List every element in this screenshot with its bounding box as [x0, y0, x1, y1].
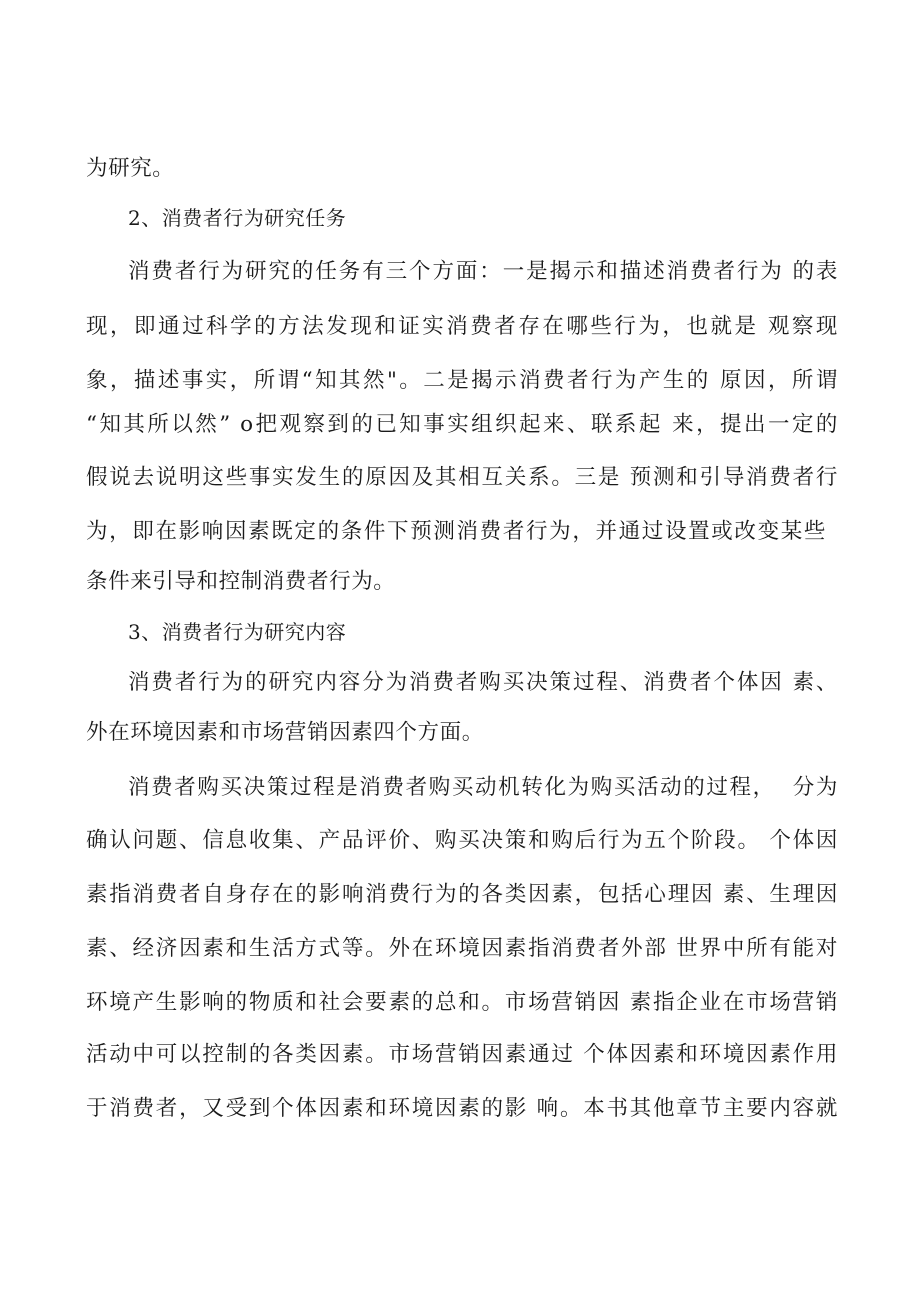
text-line-19: 于消费者，又受到个体因素和环境因素的影 响。本书其他章节主要内容就 — [86, 1096, 838, 1121]
text-line-9: 条件来引导和控制消费者行为。 — [86, 569, 396, 594]
text-line-13: 消费者购买决策过程是消费者购买动机转化为购买活动的过程， 分为 — [128, 775, 838, 800]
text-line-15: 素指消费者自身存在的影响消费行为的各类因素，包括心理因 素、生理因 — [86, 882, 838, 907]
text-line-6: “知其所以然” o把观察到的已知事实组织起来、联系起 来，提出一定的 — [86, 412, 838, 437]
section-heading-3: 3、消费者行为研究内容 — [128, 620, 347, 644]
text-line-18: 活动中可以控制的各类因素。市场营销因素通过 个体因素和环境因素作用 — [86, 1042, 838, 1067]
text-line-1: 为研究。 — [86, 156, 175, 181]
text-line-12: 外在环境因素和市场营销因素四个方面。 — [86, 720, 484, 745]
text-line-4: 现，即通过科学的方法发现和证实消费者存在哪些行为，也就是 观察现 — [86, 314, 838, 339]
text-line-11: 消费者行为的研究内容分为消费者购买决策过程、消费者个体因 素、 — [128, 670, 838, 695]
text-line-7: 假说去说明这些事实发生的原因及其相互关系。三是 预测和引导消费者行 — [86, 465, 838, 490]
text-line-5: 象，描述事实，所谓“知其然"。二是揭示消费者行为产生的 原因，所谓 — [86, 368, 838, 393]
text-line-14: 确认问题、信息收集、产品评价、购买决策和购后行为五个阶段。 个体因 — [86, 828, 838, 853]
text-line-17: 环境产生影响的物质和社会要素的总和。市场营销因 素指企业在市场营销 — [86, 990, 838, 1015]
text-line-3: 消费者行为研究的任务有三个方面：一是揭示和描述消费者行为 的表 — [128, 259, 838, 284]
text-line-16: 素、经济因素和生活方式等。外在环境因素指消费者外部 世界中所有能对 — [86, 936, 838, 961]
text-line-8: 为，即在影响因素既定的条件下预测消费者行为，并通过设置或改变某些 — [86, 519, 826, 544]
section-heading-2: 2、消费者行为研究任务 — [128, 206, 347, 230]
